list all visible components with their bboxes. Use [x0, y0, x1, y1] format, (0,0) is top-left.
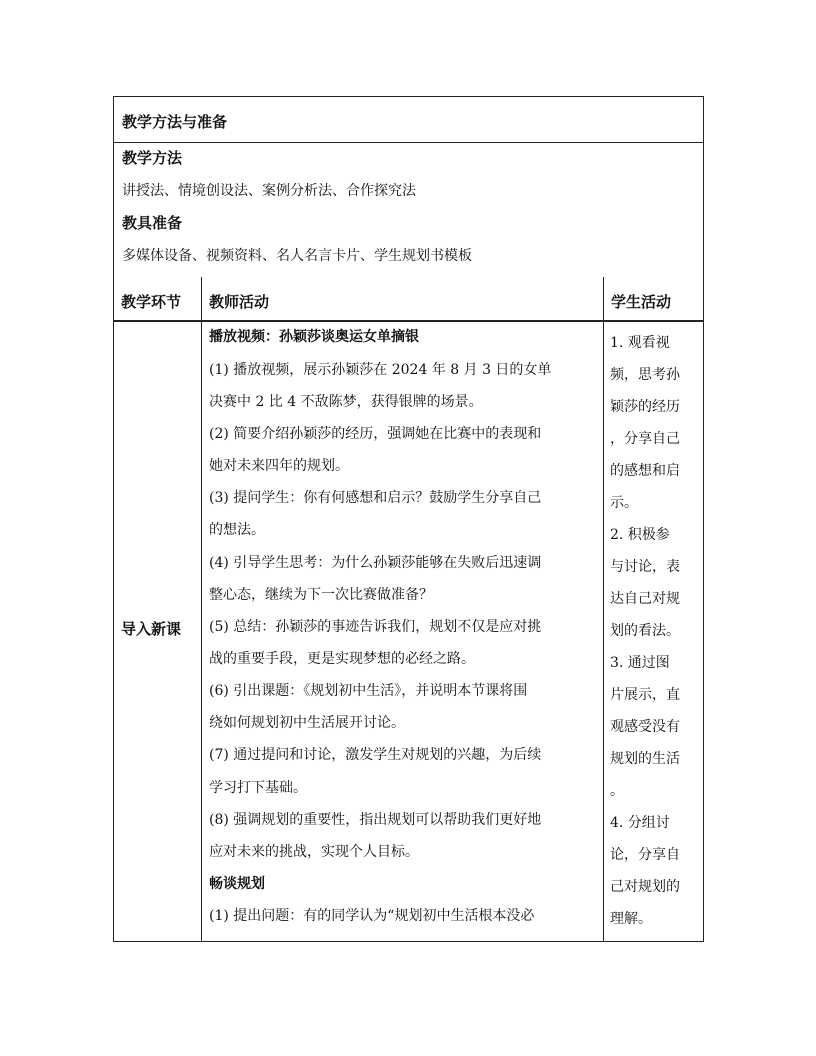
student-line: 4. 分组讨 — [610, 815, 670, 831]
teacher-line: 绕如何规划初中生活展开讨论。 — [209, 715, 405, 731]
teacher-line: (1) 播放视频，展示孙颖莎在 2024 年 8 月 3 日的女单 — [209, 362, 552, 378]
student-line: ，分享自己 — [610, 431, 680, 447]
equipment-text: 多媒体设备、视频资料、名人名言卡片、学生规划书模板 — [122, 248, 472, 264]
teacher-line: (1) 提出问题：有的同学认为“规划初中生活根本没必 — [209, 908, 535, 924]
student-line: 1. 观看视 — [610, 335, 670, 351]
student-line: 论，分享自 — [610, 847, 680, 863]
intro-row — [114, 322, 703, 941]
teacher-line: 决赛中 2 比 4 不敌陈梦，获得银牌的场景。 — [209, 394, 483, 410]
teacher-line: 的想法。 — [209, 522, 265, 538]
teacher-activity-cell — [202, 322, 603, 941]
student-line: 3. 通过图 — [610, 655, 670, 671]
student-line: 观感受没有 — [610, 719, 680, 735]
teacher-line: (2) 简要介绍孙颖莎的经历，强调她在比赛中的表现和 — [209, 426, 542, 442]
teacher-line: 播放视频：孙颖莎谈奥运女单摘银 — [209, 329, 419, 345]
student-line: 的感想和启 — [610, 463, 680, 479]
teacher-line: (4) 引导学生思考：为什么孙颖莎能够在失败后迅速调 — [209, 555, 542, 571]
section-title: 教学方法与准备 — [122, 113, 228, 131]
column-header-teacher: 教师活动 — [209, 293, 270, 311]
student-line: 示。 — [610, 495, 638, 511]
student-line: 划的看法。 — [610, 623, 680, 639]
equipment-heading: 教具准备 — [122, 214, 183, 232]
teacher-line: (3) 提问学生：你有何感想和启示？鼓励学生分享自己 — [209, 490, 542, 506]
teacher-line: (7) 通过提问和讨论，激发学生对规划的兴趣，为后续 — [209, 747, 542, 763]
student-line: 2. 积极参 — [610, 527, 670, 543]
student-line: 理解。 — [610, 911, 652, 927]
column-header-row — [114, 277, 703, 322]
teacher-line: 应对未来的挑战，实现个人目标。 — [209, 844, 419, 860]
student-line: 。 — [610, 783, 624, 799]
teacher-line: 她对未来四年的规划。 — [209, 458, 349, 474]
teacher-line: 学习打下基础。 — [209, 780, 307, 796]
student-line: 频，思考孙 — [610, 367, 680, 383]
teacher-line: 战的重要手段，更是实现梦想的必经之路。 — [209, 651, 475, 667]
student-line: 片展示，直 — [610, 687, 680, 703]
stage-cell — [114, 322, 201, 941]
column-header-student: 学生活动 — [611, 293, 672, 311]
teacher-line: 畅谈规划 — [209, 876, 265, 892]
student-activity-cell — [604, 322, 703, 941]
student-line: 颖莎的经历 — [610, 399, 680, 415]
stage-name: 导入新课 — [121, 620, 182, 638]
student-line: 己对规划的 — [610, 879, 680, 895]
lesson-plan-table — [113, 96, 704, 942]
methods-text: 讲授法、情境创设法、案例分析法、合作探究法 — [122, 183, 416, 199]
teacher-line: (8) 强调规划的重要性，指出规划可以帮助我们更好地 — [209, 812, 542, 828]
teacher-line: (6) 引出课题：《规划初中生活》，并说明本节课将围 — [209, 683, 528, 699]
teacher-line: (5) 总结：孙颖莎的事迹告诉我们，规划不仅是应对挑 — [209, 619, 542, 635]
student-line: 达自己对规 — [610, 591, 680, 607]
section-title-row — [114, 97, 703, 143]
column-header-stage: 教学环节 — [121, 293, 182, 311]
student-line: 与讨论，表 — [610, 559, 680, 575]
student-line: 规划的生活 — [610, 751, 680, 767]
methods-heading: 教学方法 — [122, 149, 183, 167]
teacher-line: 整心态，继续为下一次比赛做准备？ — [209, 587, 433, 603]
